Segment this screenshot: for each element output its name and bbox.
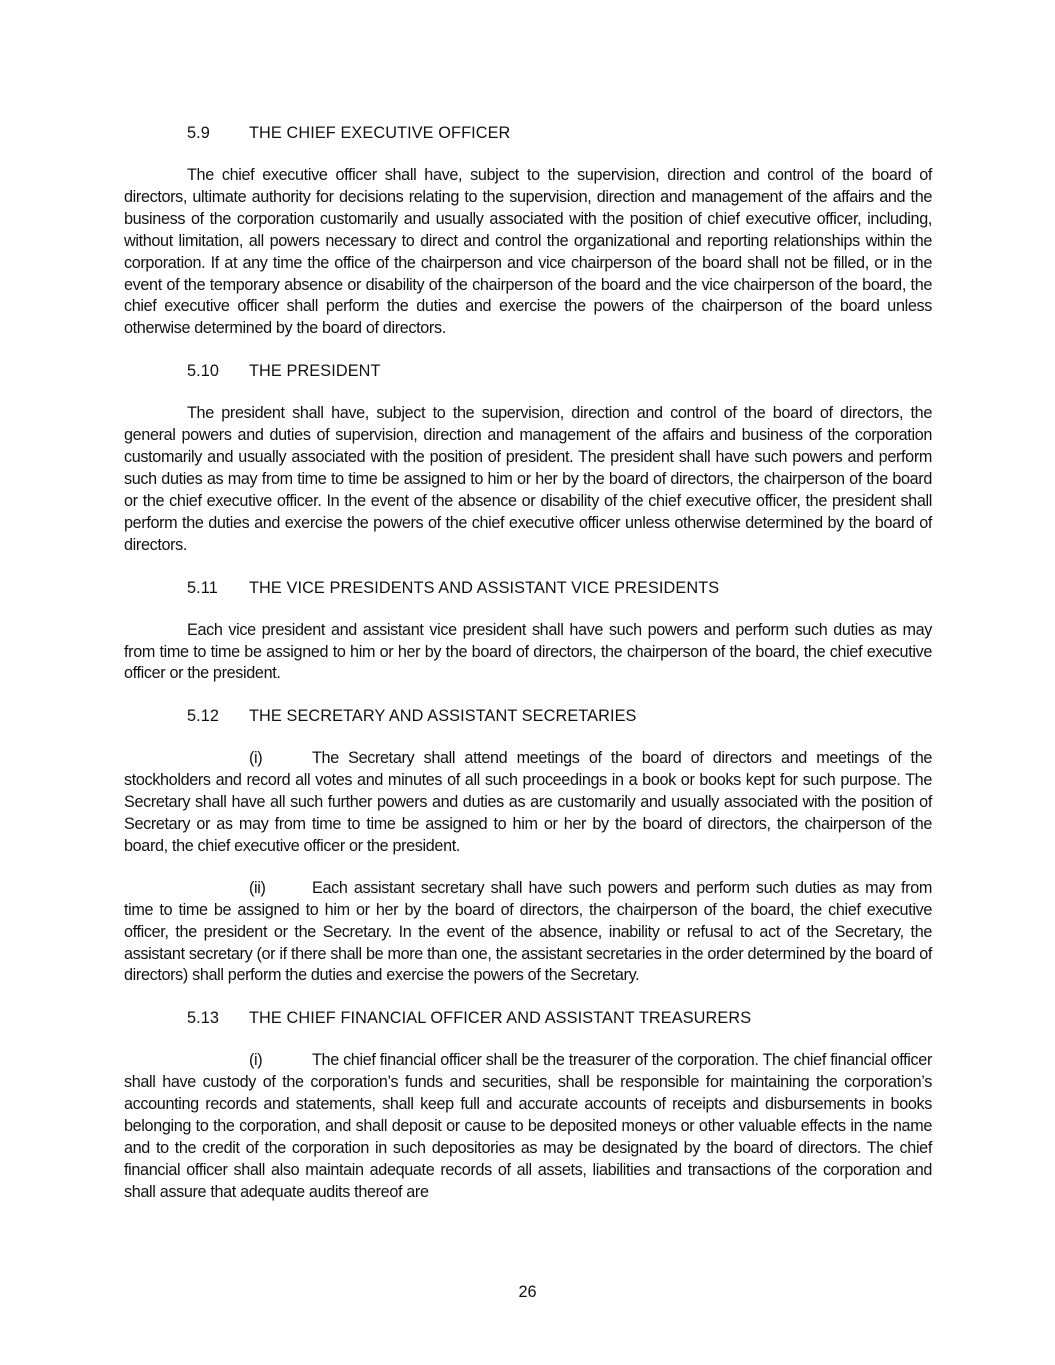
section-title: THE CHIEF FINANCIAL OFFICER AND ASSISTANT TREASURERS xyxy=(249,1009,752,1028)
section-heading-5-12 xyxy=(124,705,932,727)
section-paragraph: The president shall have, subject to the supervision, direction and control of the board of directors, the general powers and duties of supervision, direction and management of the affairs and business of the corporation customarily and usually associated with the position of president. The president shall have such powers and perform such duties as may from time to time be assigned to him or her by the board of directors, the chairperson of the board or the chief executive officer. In the event of the absence or disability of the chief executive officer, the president shall perform the duties and exercise the powers of the chief executive officer unless otherwise determined by the board of directors. xyxy=(124,404,932,554)
section-title: THE PRESIDENT xyxy=(249,362,381,381)
section-number: 5.9 xyxy=(187,124,210,142)
section-heading-5-9 xyxy=(124,122,932,144)
section-paragraph: Each vice president and assistant vice president shall have such powers and perform such duties as may from time to time be assigned to him or her by the board of directors, the chairperson of the board, the chief executive officer or the president. xyxy=(124,620,932,683)
section-title: THE SECRETARY AND ASSISTANT SECRETARIES xyxy=(249,707,637,726)
section-paragraph: The chief executive officer shall have, subject to the supervision, direction and control of the board of directors, ultimate authority for decisions relating to the supervision, direction and management of the affairs and the business of the corporation customarily and usually associated with the position of chief executive officer, including, without limitation, all powers necessary to direct and control the organizational and reporting relationships within the corporation. If at any time the office of the chairperson and vice chairperson of the board shall not be filled, or in the event of the temporary absence or disability of the chairperson of the board and the vice chairperson of the board, the chief executive officer shall perform the duties and exercise the powers of the chairperson of the board unless otherwise determined by the board of directors. xyxy=(124,166,932,338)
section-number: 5.10 xyxy=(187,362,220,381)
section-title: THE VICE PRESIDENTS AND ASSISTANT VICE PRESIDENTS xyxy=(249,578,720,597)
section-title: THE CHIEF EXECUTIVE OFFICER xyxy=(249,124,511,142)
subsection-text: Each assistant secretary shall have such powers and perform such duties as may from time to time be assigned to him or her by the board of directors, the chairperson of the board, the chief executive officer, the president or the Secretary. In the event of the absence, inability or refusal to act of the Secretary, the assistant secretary (or if there shall be more than one, the assistant secretaries in the order determined by the board of directors) shall perform the duties and exercise the powers of the Secretary. xyxy=(124,878,932,985)
subsection-text: The chief financial officer shall be the treasurer of the corporation. The chief financial officer shall have custody of the corporation’s funds and securities, shall be responsible for maintaining the corporation’s accounting records and statements, shall keep full and accurate accounts of receipts and disbursements in books belonging to the corporation, and shall deposit or cause to be deposited moneys or other valuable effects in the name and to the credit of the corporation in such depositories as may be designated by the board of directors. The chief financial officer shall also maintain adequate records of all assets, liabilities and transactions of the corporation and shall assure that adequate audits thereof are xyxy=(124,1051,932,1201)
subsection-text: The Secretary shall attend meetings of the board of directors and meetings of the stockholders and record all votes and minutes of all such proceedings in a book or books kept for such purpose. The Secretary shall have all such further powers and duties as are customarily and usually associated with the position of Secretary or as may from time to time be assigned to him or her by the board of directors, the chairperson of the board, the chief executive officer or the president. xyxy=(124,749,932,855)
section-heading-5-11 xyxy=(124,577,932,599)
page-number: 26 xyxy=(518,1283,537,1301)
section-number: 5.13 xyxy=(187,1009,220,1028)
subsection-paragraph xyxy=(124,878,932,988)
page-body xyxy=(124,122,932,1204)
subsection-marker: (i) xyxy=(249,749,263,768)
section-number: 5.11 xyxy=(187,578,218,597)
subsection-paragraph xyxy=(124,748,932,858)
subsection-marker: (i) xyxy=(249,1051,263,1070)
section-heading-5-13 xyxy=(124,1007,932,1029)
subsection-paragraph xyxy=(124,1050,932,1203)
section-number: 5.12 xyxy=(187,707,220,726)
subsection-marker: (ii) xyxy=(249,878,266,897)
section-heading-5-10 xyxy=(124,360,932,382)
